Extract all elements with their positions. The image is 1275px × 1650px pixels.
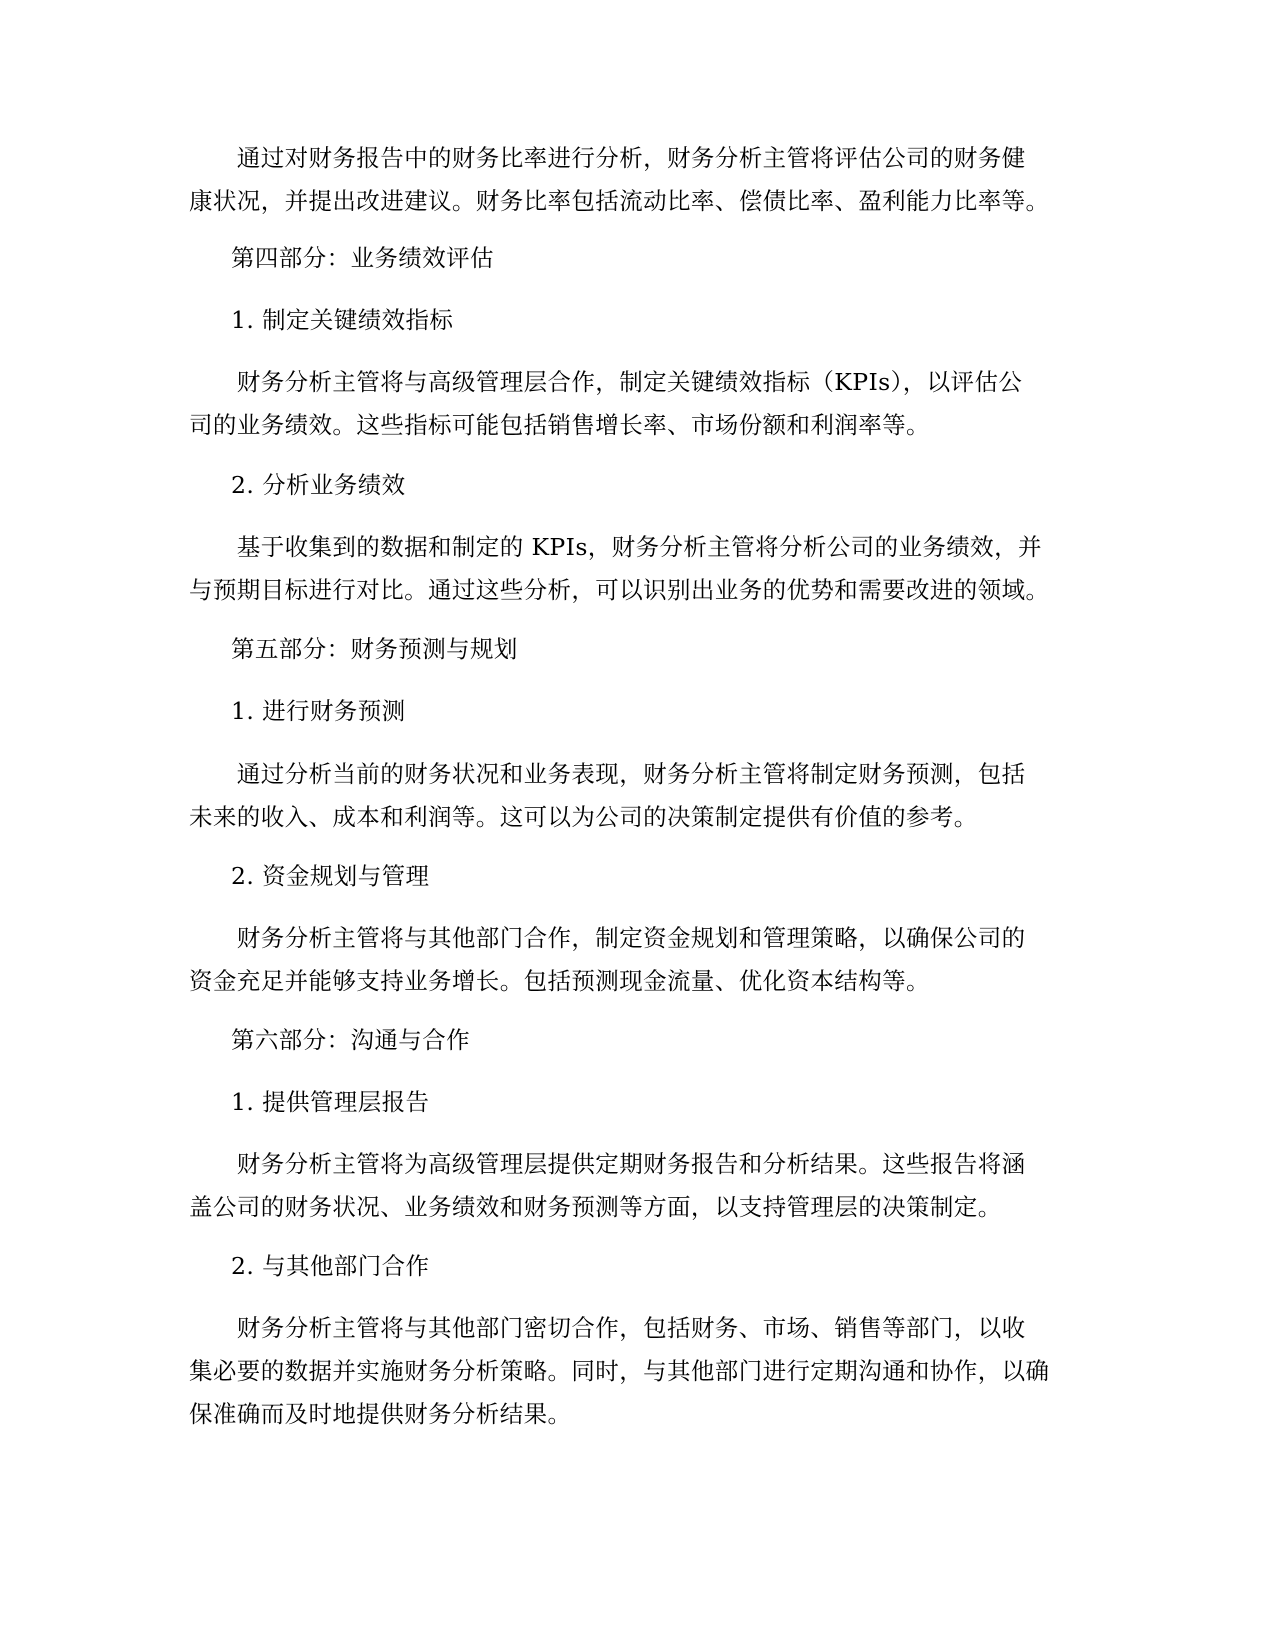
subsection-heading-cross-department	[231, 1245, 429, 1288]
heading-text: 1. 进行财务预测	[231, 697, 406, 725]
section-heading-part-four	[231, 237, 494, 280]
paragraph-kpi-definition	[189, 361, 1022, 447]
text-line: 财务分析主管将为高级管理层提供定期财务报告和分析结果。这些报告将涵	[189, 1150, 1026, 1178]
paragraph-cross-department	[189, 1307, 1049, 1436]
heading-text: 2. 分析业务绩效	[231, 471, 406, 499]
subsection-heading-set-kpis	[231, 299, 453, 342]
heading-text: 第六部分：沟通与合作	[231, 1026, 470, 1054]
text-line: 康状况，并提出改进建议。财务比率包括流动比率、偿债比率、盈利能力比率等。	[189, 187, 1050, 215]
heading-text: 1. 制定关键绩效指标	[231, 306, 454, 334]
heading-text: 2. 与其他部门合作	[231, 1252, 430, 1280]
text-line: 财务分析主管将与高级管理层合作，制定关键绩效指标（KPIs），以评估公	[189, 368, 1023, 396]
subsection-heading-analyze-performance	[231, 464, 406, 507]
subsection-heading-financial-forecast	[231, 690, 406, 733]
text-line: 财务分析主管将与其他部门合作，制定资金规划和管理策略，以确保公司的	[189, 924, 1026, 952]
subsection-heading-funding-plan	[231, 855, 429, 898]
paragraph-financial-forecast	[189, 753, 1026, 839]
paragraph-financial-ratio-analysis	[189, 137, 1049, 223]
text-line: 与预期目标进行对比。通过这些分析，可以识别出业务的优势和需要改进的领域。	[189, 576, 1050, 604]
text-line: 集必要的数据并实施财务分析策略。同时，与其他部门进行定期沟通和协作，以确	[189, 1357, 1050, 1385]
text-line: 财务分析主管将与其他部门密切合作，包括财务、市场、销售等部门，以收	[189, 1314, 1026, 1342]
section-heading-part-five	[231, 628, 518, 671]
heading-text: 第五部分：财务预测与规划	[231, 635, 518, 663]
text-line: 资金充足并能够支持业务增长。包括预测现金流量、优化资本结构等。	[189, 967, 930, 995]
text-line: 通过对财务报告中的财务比率进行分析，财务分析主管将评估公司的财务健	[189, 144, 1026, 172]
subsection-heading-management-reports	[231, 1081, 429, 1124]
text-line: 保准确而及时地提供财务分析结果。	[189, 1400, 572, 1428]
text-line: 通过分析当前的财务状况和业务表现，财务分析主管将制定财务预测，包括	[189, 760, 1026, 788]
heading-text: 第四部分：业务绩效评估	[231, 244, 494, 272]
text-line: 基于收集到的数据和制定的 KPIs，财务分析主管将分析公司的业务绩效，并	[189, 533, 1042, 561]
section-heading-part-six	[231, 1019, 470, 1062]
text-line: 盖公司的财务状况、业务绩效和财务预测等方面，以支持管理层的决策制定。	[189, 1193, 1002, 1221]
paragraph-management-reports	[189, 1143, 1026, 1229]
text-line: 司的业务绩效。这些指标可能包括销售增长率、市场份额和利润率等。	[189, 411, 930, 439]
paragraph-performance-analysis	[189, 526, 1049, 612]
text-line: 未来的收入、成本和利润等。这可以为公司的决策制定提供有价值的参考。	[189, 803, 978, 831]
heading-text: 2. 资金规划与管理	[231, 862, 430, 890]
paragraph-funding-plan	[189, 917, 1026, 1003]
heading-text: 1. 提供管理层报告	[231, 1088, 430, 1116]
